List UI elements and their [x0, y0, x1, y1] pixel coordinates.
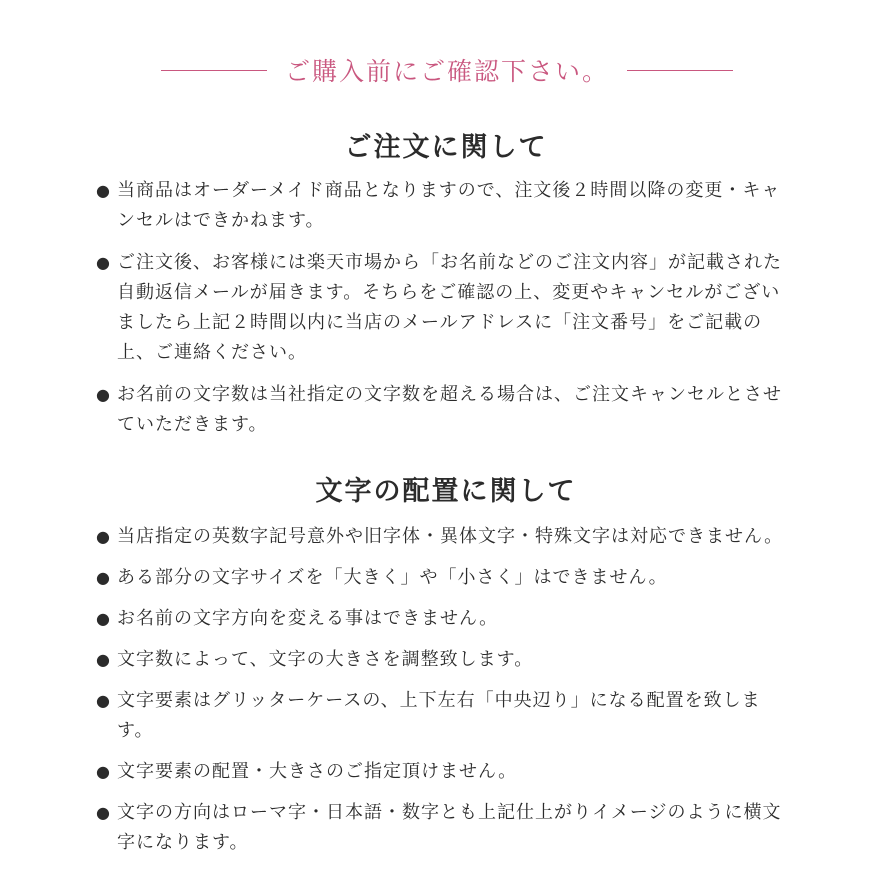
bullet-icon: ● [96, 527, 111, 546]
order-notes-list [96, 176, 796, 440]
banner-title: ご購入前にご確認下さい。 [284, 57, 609, 86]
list-item [96, 686, 796, 746]
list-item [96, 757, 796, 787]
note-text: 文字数によって、文字の大きさを調整致します。 [117, 649, 534, 670]
note-text: 当商品はオーダーメイド商品となりますので、注文後２時間以降の変更・キャンセルはできかねます。 [117, 180, 781, 231]
bullet-icon: ● [96, 762, 111, 781]
list-item [96, 380, 796, 440]
list-item [96, 248, 796, 368]
note-text: お名前の文字数は当社指定の文字数を超える場合は、ご注文キャンセルとさせていただきます。 [117, 384, 782, 435]
order-notes-section [96, 126, 796, 452]
list-item [96, 604, 796, 634]
note-text: お名前の文字方向を変える事はできません。 [117, 608, 499, 629]
list-item [96, 522, 796, 552]
bullet-icon: ● [96, 609, 111, 628]
bullet-icon: ● [96, 568, 111, 587]
list-item [96, 645, 796, 675]
text-layout-heading: 文字の配置に関して [315, 476, 577, 507]
list-item [96, 798, 796, 858]
text-layout-section [96, 470, 796, 869]
bullet-icon: ● [96, 691, 111, 710]
list-item [96, 176, 796, 236]
note-text: 文字要素の配置・大きさのご指定頂けません。 [117, 761, 518, 782]
bullet-icon: ● [96, 181, 111, 200]
notice-banner [0, 48, 894, 92]
banner-right-rule [627, 70, 733, 71]
bullet-icon: ● [96, 253, 111, 272]
bullet-icon: ● [96, 803, 111, 822]
order-notes-heading: ご注文に関して [344, 132, 548, 163]
note-text: ご注文後、お客様には楽天市場から「お名前などのご注文内容」が記載された自動返信メールが届きます。そちらをご確認の上、変更やキャンセルがございましたら上記２時間以内に当店のメールアドレスに「注文番号」をご記載の上、ご連絡ください。 [117, 252, 782, 363]
note-text: 当店指定の英数字記号意外や旧字体・異体文字・特殊文字は対応できません。 [117, 526, 784, 547]
text-layout-list [96, 522, 796, 858]
note-text: 文字の方向はローマ字・日本語・数字とも上記仕上がりイメージのように横文字になります。 [117, 802, 782, 853]
bullet-icon: ● [96, 385, 111, 404]
note-text: 文字要素はグリッターケースの、上下左右「中央辺り」になる配置を致します。 [117, 690, 761, 741]
bullet-icon: ● [96, 650, 111, 669]
note-text: ある部分の文字サイズを「大きく」や「小さく」はできません。 [117, 567, 668, 588]
list-item [96, 563, 796, 593]
banner-left-rule [161, 70, 267, 71]
